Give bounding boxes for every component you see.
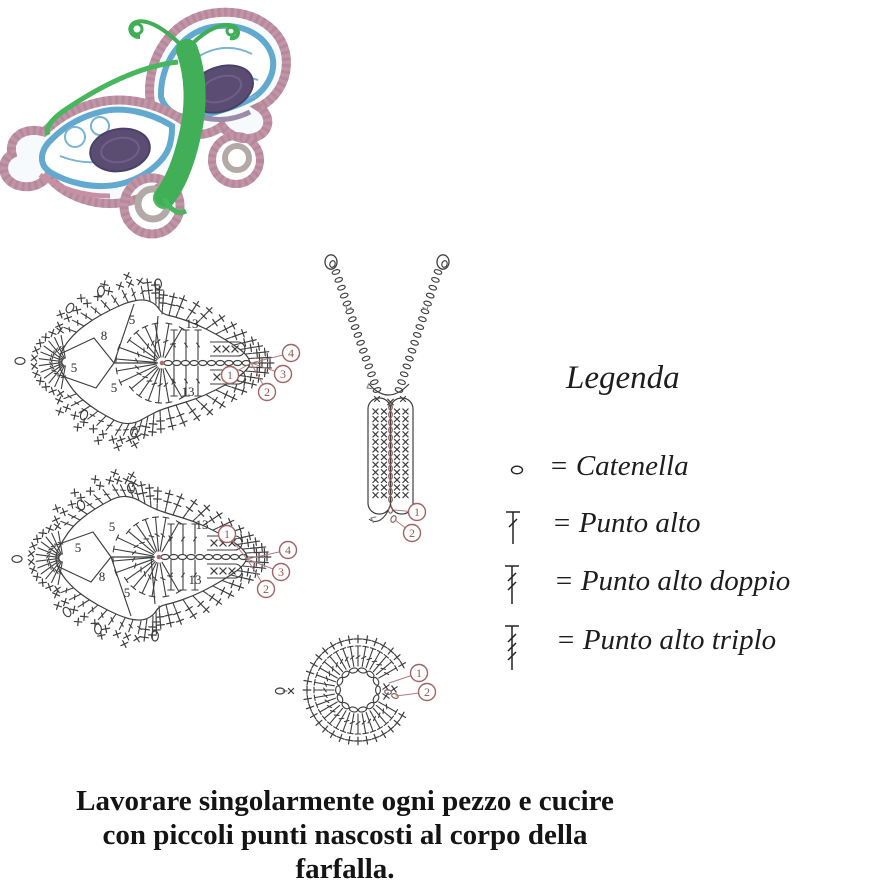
body-antennae-chart — [315, 248, 465, 548]
ring-step-markers — [389, 665, 436, 701]
wing-inner-lines — [57, 532, 155, 616]
svg-text:1: 1 — [416, 666, 422, 680]
body-chart-geometry — [325, 255, 449, 523]
legend-title: Legenda — [566, 360, 680, 396]
punto-alto-symbol — [504, 506, 522, 546]
svg-text:13: 13 — [181, 384, 195, 399]
legend-label-punto-alto: = Punto alto — [552, 507, 701, 539]
assembly-instructions — [0, 784, 690, 886]
instruction-line: Lavorare singolarmente ogni pezzo e cucire — [76, 785, 614, 817]
body-step-markers — [394, 504, 426, 542]
punto-alto-triplo-symbol — [502, 620, 522, 672]
legend-label-punto-alto-doppio: = Punto alto doppio — [554, 565, 791, 597]
svg-text:2: 2 — [409, 526, 415, 540]
svg-text:5: 5 — [74, 540, 82, 555]
svg-text:3: 3 — [278, 565, 284, 579]
lower-wing-chart — [5, 452, 305, 662]
punto-alto-doppio-symbol — [502, 560, 522, 606]
svg-text:13: 13 — [195, 517, 209, 532]
svg-text:5: 5 — [123, 585, 131, 600]
foundation-chain — [157, 555, 248, 560]
left-wing-lace-hole — [65, 127, 85, 147]
ring-chart-geometry — [275, 635, 405, 745]
svg-text:2: 2 — [263, 582, 269, 596]
legend-label-catenella: = Catenella — [549, 450, 689, 482]
svg-text:1: 1 — [227, 368, 233, 382]
svg-text:13: 13 — [185, 316, 199, 331]
wing-chart-geometry — [12, 469, 271, 647]
svg-text:2: 2 — [264, 385, 270, 399]
svg-text:4: 4 — [288, 346, 294, 360]
wing-inner-lines — [60, 304, 158, 388]
svg-text:5: 5 — [108, 519, 116, 534]
instruction-line: farfalla. — [295, 853, 395, 885]
svg-text:4: 4 — [285, 543, 291, 557]
svg-text:2: 2 — [424, 685, 430, 699]
upper-wing-chart — [8, 258, 308, 468]
svg-text:13: 13 — [188, 572, 202, 587]
svg-text:1: 1 — [414, 505, 420, 519]
svg-text:5: 5 — [70, 360, 78, 375]
legend-label-punto-alto-triplo: = Punto alto triplo — [556, 624, 777, 656]
lower-right-ring-wing — [212, 136, 260, 184]
foundation-chain — [160, 361, 251, 366]
svg-text:8: 8 — [98, 569, 106, 584]
tip-stitch-fan — [28, 523, 62, 592]
butterfly-photo — [0, 0, 300, 258]
svg-text:8: 8 — [100, 328, 108, 343]
svg-text:1: 1 — [224, 527, 230, 541]
svg-text:5: 5 — [110, 380, 118, 395]
svg-text:5: 5 — [128, 312, 136, 327]
round-motif-chart — [270, 605, 460, 775]
tip-stitch-fan — [31, 327, 65, 396]
wing-chart-geometry — [15, 273, 274, 451]
catenella-symbol — [506, 462, 528, 478]
instruction-line: con piccoli punti nascosti al corpo della — [102, 819, 588, 851]
svg-text:3: 3 — [280, 367, 286, 381]
